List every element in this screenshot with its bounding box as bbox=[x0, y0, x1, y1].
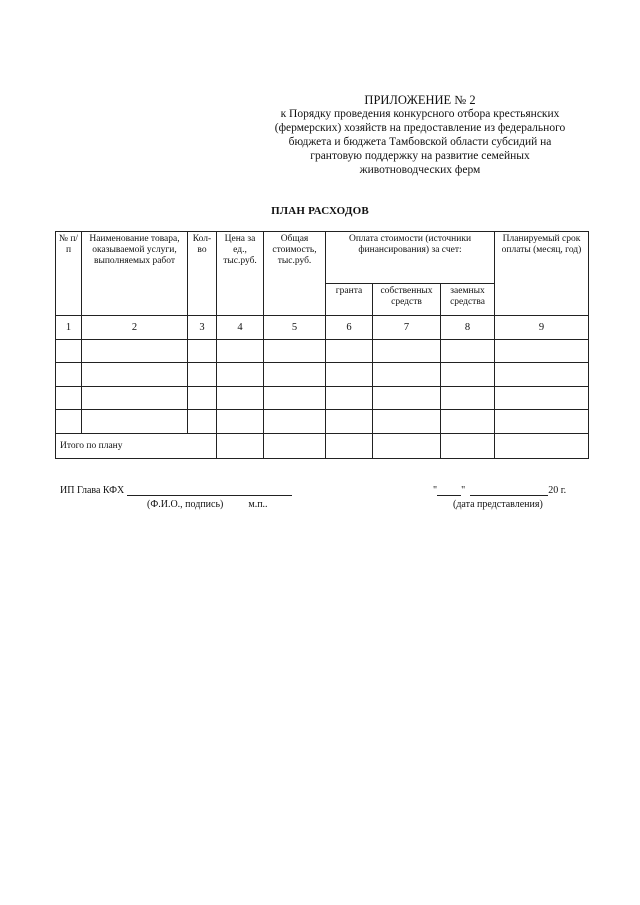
name-signature-caption: (Ф.И.О., подпись) bbox=[147, 499, 224, 510]
table-cell bbox=[82, 340, 188, 363]
table-cell bbox=[326, 363, 373, 387]
date-caption: (дата представления) bbox=[453, 499, 543, 510]
table-cell bbox=[82, 410, 188, 434]
header-borrowed: заемных средства bbox=[441, 284, 495, 316]
quote-open: " bbox=[433, 485, 438, 496]
column-number: 3 bbox=[188, 316, 217, 340]
table-cell bbox=[441, 387, 495, 410]
signature-blank bbox=[127, 485, 292, 496]
column-number: 1 bbox=[56, 316, 82, 340]
table-cell bbox=[217, 363, 264, 387]
table-row bbox=[56, 363, 589, 387]
column-number: 7 bbox=[373, 316, 441, 340]
table-cell bbox=[373, 434, 441, 459]
table-cell bbox=[82, 387, 188, 410]
table-cell bbox=[56, 387, 82, 410]
table-cell bbox=[373, 363, 441, 387]
table-cell bbox=[373, 340, 441, 363]
appendix-line: животноводческих ферм bbox=[359, 164, 481, 176]
column-number: 8 bbox=[441, 316, 495, 340]
column-number: 5 bbox=[264, 316, 326, 340]
appendix-line: к Порядку проведения конкурсного отбора крестьянских bbox=[280, 108, 560, 120]
table-cell bbox=[56, 410, 82, 434]
table-cell bbox=[441, 363, 495, 387]
table-cell bbox=[326, 340, 373, 363]
table-cell bbox=[326, 434, 373, 459]
stamp-label: м.п.. bbox=[248, 499, 268, 510]
table-cell bbox=[495, 363, 589, 387]
table-cell bbox=[217, 340, 264, 363]
table-cell bbox=[441, 410, 495, 434]
header-total: Общая стоимость, тыс.руб. bbox=[264, 232, 326, 316]
appendix-heading: ПРИЛОЖЕНИЕ № 2 bbox=[364, 93, 476, 107]
table-cell bbox=[495, 434, 589, 459]
table-cell bbox=[217, 434, 264, 459]
table-cell bbox=[264, 387, 326, 410]
year-label: 20 г. bbox=[548, 485, 567, 496]
month-blank bbox=[470, 485, 548, 496]
table-cell bbox=[188, 387, 217, 410]
table-cell bbox=[188, 410, 217, 434]
appendix-line: грантовую поддержку на развитие семейных bbox=[310, 150, 530, 162]
table-cell bbox=[373, 410, 441, 434]
expense-plan-table bbox=[55, 231, 589, 459]
table-cell bbox=[188, 340, 217, 363]
table-cell bbox=[188, 363, 217, 387]
header-num: № п/п bbox=[56, 232, 82, 316]
column-number-row bbox=[56, 316, 589, 340]
column-number: 2 bbox=[82, 316, 188, 340]
table-cell bbox=[217, 410, 264, 434]
head-signature-line bbox=[60, 485, 292, 496]
header-payment: Оплата стоимости (источники финансирования) за счет: bbox=[326, 232, 495, 284]
column-number: 4 bbox=[217, 316, 264, 340]
quote-close: " bbox=[461, 485, 466, 496]
table-cell bbox=[264, 363, 326, 387]
header-price: Цена за ед., тыс.руб. bbox=[217, 232, 264, 316]
table-cell bbox=[441, 434, 495, 459]
total-row bbox=[56, 434, 589, 459]
table-cell bbox=[326, 387, 373, 410]
header-row-top bbox=[56, 232, 589, 284]
appendix-line: бюджета и бюджета Тамбовской области субсидий на bbox=[288, 136, 552, 148]
table-row bbox=[56, 387, 589, 410]
table-cell bbox=[373, 387, 441, 410]
table-cell bbox=[264, 340, 326, 363]
appendix-header bbox=[230, 93, 610, 177]
day-blank bbox=[437, 485, 461, 496]
table-cell bbox=[441, 340, 495, 363]
header-term: Планируемый срок оплаты (месяц, год) bbox=[495, 232, 589, 316]
signature-caption bbox=[147, 499, 268, 510]
table-cell bbox=[495, 410, 589, 434]
table-cell bbox=[495, 340, 589, 363]
table-cell bbox=[264, 434, 326, 459]
header-grant: гранта bbox=[326, 284, 373, 316]
header-name: Наименование товара, оказываемой услуги, выполняемых работ bbox=[82, 232, 188, 316]
table-cell bbox=[495, 387, 589, 410]
table-cell bbox=[217, 387, 264, 410]
table-cell bbox=[264, 410, 326, 434]
table-cell bbox=[82, 363, 188, 387]
table-cell bbox=[326, 410, 373, 434]
table-row bbox=[56, 340, 589, 363]
table-cell bbox=[56, 340, 82, 363]
total-row-label: Итого по плану bbox=[56, 434, 217, 459]
appendix-line: (фермерских) хозяйств на предоставление из федерального bbox=[274, 122, 566, 134]
column-number: 9 bbox=[495, 316, 589, 340]
date-line bbox=[433, 485, 566, 496]
table-cell bbox=[56, 363, 82, 387]
header-own: собственных средств bbox=[373, 284, 441, 316]
column-number: 6 bbox=[326, 316, 373, 340]
document-title: ПЛАН РАСХОДОВ bbox=[271, 205, 369, 217]
head-label: ИП Глава КФХ bbox=[60, 485, 125, 496]
table-row bbox=[56, 410, 589, 434]
header-qty: Кол-во bbox=[188, 232, 217, 316]
